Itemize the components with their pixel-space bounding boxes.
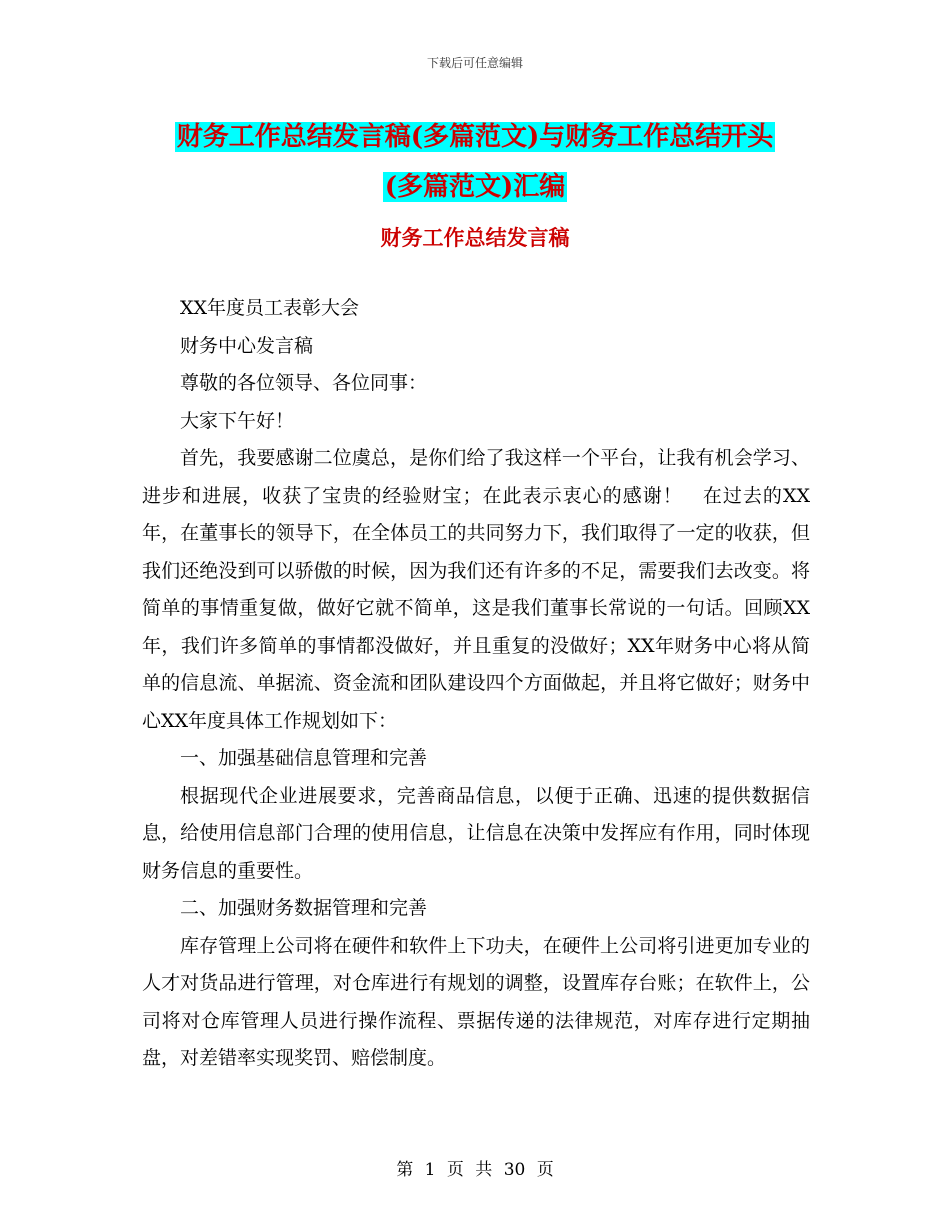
paragraph: 根据现代企业进展要求，完善商品信息，以便于正确、迅速的提供数据信息，给使用信息部门合理的使用信息，让信息在决策中发挥应有作用，同时体现财务信息的重要性。 [142, 784, 810, 882]
paragraph: 二、加强财务数据管理和完善 [180, 897, 428, 919]
document-body [142, 290, 810, 1078]
document-title-line-2: (多篇范文)汇编 [384, 172, 566, 202]
paragraph: XX年度员工表彰大会 [180, 297, 360, 319]
paragraph: 首先，我要感谢二位虞总，是你们给了我这样一个平台，让我有机会学习、进步和进展，收获了宝贵的经验财宝；在此表示衷心的感谢！ 在过去的XX年，在董事长的领导下，在全体员工的共同努力下，我们取得了一定的收获，但我们还绝没到可以骄傲的时候，因为我们还有许多的不足，需要我们去改变。将简单的事情重复做，做好它就不简单，这是我们董事长常说的一句话。回顾XX年，我们许多简单的事情都没做好，并且重复的没做好；XX年财务中心将从简单的信息流、单据流、资金流和团队建设四个方面做起，并且将它做好；财务中心XX年度具体工作规划如下： [142, 447, 810, 732]
paragraph: 一、加强基础信息管理和完善 [180, 747, 428, 769]
page-number-footer: 第 1 页 共 30 页 [396, 1160, 554, 1180]
paragraph: 尊敬的各位领导、各位同事： [180, 372, 428, 394]
paragraph: 财务中心发言稿 [180, 334, 314, 357]
paragraph: 库存管理上公司将在硬件和软件上下功夫，在硬件上公司将引进更加专业的人才对货品进行管理，对仓库进行有规划的调整，设置库存台账；在软件上，公司将对仓库管理人员进行操作流程、票据传递的法律规范，对库存进行定期抽盘，对差错率实现奖罚、赔偿制度。 [142, 934, 810, 1069]
section-title: 财务工作总结发言稿 [380, 225, 570, 250]
header-note: 下载后可任意编辑 [426, 56, 523, 70]
paragraph: 大家下午好！ [180, 409, 295, 432]
document-title-line-1: 财务工作总结发言稿(多篇范文)与财务工作总结开头 [176, 122, 774, 152]
document-title [0, 112, 950, 212]
